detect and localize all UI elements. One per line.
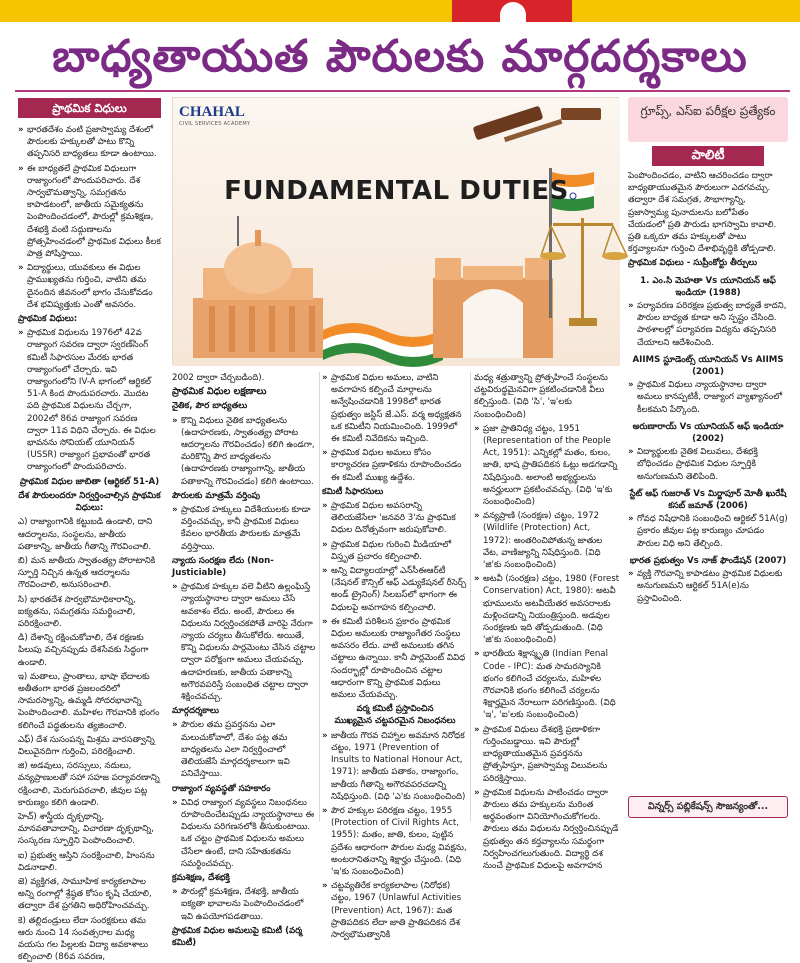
- left-column: [18, 124, 161, 963]
- left-intro-2: » ఈ బాధ్యతలే ప్రాథమిక విధులుగా రాజ్యాంగంలో పొందుపరిచారు. దేశ సార్వభౌమత్వాన్ని, సమగ్రతను కాపాడటంలో, జాతీయ సమైక్యతను పెంపొందించడంలో, పౌరుల్లో క్రమశిక్షణ, దేశభక్తి వంటి సద్గుణాలను ప్రోత్సహించడంలో ప్రాథమిక విధులు కీలక పాత్ర పోషిస్తాయి.: [18, 163, 161, 261]
- right-intro: పెంపొందించడం, వాటిని ఆచరించడం ద్వారా బాధ్యతాయుతమైన పౌరులుగా ఎదగవచ్చు. తద్వారా దేశ సమగ్రత, సౌభాగ్యాన్ని, ప్రజాస్వామ్య పునాదులను బలోపేతం చేయడంలో ప్రతి పౌరుడు భాగస్వామి కావాలి. ప్రతి ఒక్కరూ తమ హక్కులతో పాటు కర్తవ్యాలనూ గుర్తించి దేశాభివృద్ధికి తోడ్పడాలి.: [628, 171, 777, 255]
- duty-item-k: కె) తల్లిదండ్రులు లేదా సంరక్షకులు తమ ఆరు నుంచి 14 సంవత్సరాల మధ్య వయసు గల పిల్లలకు విద్యా అవకాశాలు కల్పించాలి (86వ సవరణ,: [18, 915, 149, 963]
- mid1-para-3: » ప్రాథమిక హక్కుల వలె వీటిని ఉల్లంఘిస్తే న్యాయస్థానాల ద్వారా అమలు చేసే అవకాశం లేదు. అంటే, పౌరులు ఈ విధులను నిర్వర్తించకపోతే వారిపై నేరుగా న్యాయ చర్యలు తీసుకోలేరు. అయితే, కొన్ని విధులను పార్లమెంటు చేసిన చట్టాల ద్వారా పరోక్షంగా అమలు చేయవచ్చు. ఉదాహరణకు, జాతీయ పతాకాన్ని అగౌరవపరిస్తే సంబంధిత చట్టాల ద్వారా శిక్షించవచ్చు.: [172, 581, 318, 703]
- mid2-para-6: » ఈ కమిటీ పరిశీలన ప్రకారం ప్రాథమిక విధుల అమలుకు రాజ్యాంగేతర సంస్థలు అవసరం లేదు. వాటి అమలుకు తగిన చట్టాలు ఉన్నాయి. కానీ పార్లమెంట్‌ వివిధ సందర్భాల్లో రూపొందించిన చట్టాల ఆధారంగా కొన్ని ప్రాథమిక విధులు అమలు చేయవచ్చు.: [322, 616, 468, 701]
- case-text: » ప్రాథమిక విధులు న్యాయస్థానాల ద్వారా అమలు కానప్పటికీ, రాజ్యాంగ వ్యాఖ్యానంలో కీలకమని పేర్కొంది.: [628, 379, 788, 416]
- headline-rule: [15, 90, 790, 92]
- right-column: [628, 170, 788, 790]
- mid1-sub-6: క్రమశిక్షణ, దేశభక్తి: [172, 872, 230, 883]
- left-intro-1: » భారతదేశం వంటి ప్రజాస్వామ్య దేశంలో పౌరులకు హక్కులతో పాటు కొన్ని తప్పనిసరి బాధ్యతలు కూడా ఉంటాయి.: [18, 124, 161, 161]
- middle-column-2: [322, 372, 468, 940]
- mid3-para-1: మధ్య శత్రుత్వాన్ని ప్రోత్సహించే సంస్థలను చట్టవిరుద్ధమైనవిగా ప్రకటించడానికి వీలు కల్పిస్తుంది. (విధి 'సి', 'ఇ'లకు సంబంధించింది): [474, 373, 608, 420]
- left-subhead-1: ప్రాథమిక విధులు:: [18, 314, 78, 325]
- top-color-strip: [0, 0, 800, 22]
- mid1-heading: ప్రాథమిక విధుల లక్షణాలు: [172, 386, 267, 398]
- mid1-sub-3: న్యాయ సంరక్షణ లేదు (Non-Justiciable): [172, 555, 274, 579]
- mid2-para-2: » ప్రాథమిక విధుల అమలు కోసం కార్యాచరణ ప్రణాళికను రూపొందించడం ఈ కమిటీ ముఖ్య ఉద్దేశం.: [322, 447, 468, 484]
- duty-item-c: సి) భారతదేశ సార్వభౌమాధికారాన్ని, ఐక్యతను, సమగ్రతను సమర్థించాలి, పరిరక్షించాలి.: [18, 594, 136, 629]
- exam-special-box: గ్రూప్స్, ఎస్‌ఐ పరీక్షల ప్రత్యేకం: [628, 97, 788, 142]
- column-divider: [319, 372, 320, 822]
- mid1-para-2: » ప్రాథమిక హక్కులు విదేశీయులకు కూడా వర్తించవచ్చు, కానీ ప్రాథమిక విధులు కేవలం భారతీయ పౌరులకు మాత్రమే వర్తిస్తాయి.: [172, 504, 318, 553]
- poster-logo-sub: CIVIL SERVICES ACADEMY: [179, 121, 251, 127]
- mid2-sub-1: కమిటీ సిఫారసులు: [322, 486, 384, 497]
- mid3-para-3: » వన్యప్రాణి (సంరక్షణ) చట్టం, 1972 (Wildlife (Protection) Act, 1972): అంతరించిపోతున్న జాతుల వేట, వాణిజ్యాన్ని నిషేధిస్తుంది. (విధి 'జి'కు సంబంధించింది): [474, 510, 620, 571]
- duty-item-e: ఇ) మతాలు, ప్రాంతాలు, భాషా భేదాలకు అతీతంగా భారత ప్రజలందరిలో సామరస్యాన్ని, ఉమ్మడి సోదరభావాన్ని పెంపొందించాలి. మహిళల గౌరవానికి భంగం కలిగించే పద్ధతులను త్యజించాలి.: [18, 671, 160, 731]
- column-divider: [470, 372, 471, 822]
- left-intro-3: » విద్యార్థులు, యువకులు ఈ విధుల ప్రాముఖ్యతను గుర్తించి, వాటిని తమ దైనందిన జీవనంలో భాగం చేసుకోవడం దేశ భవిష్యత్తుకు ఎంతో అవసరం.: [18, 262, 161, 311]
- middle-column-3: [474, 372, 620, 871]
- left-section-title: ప్రాథమిక విధులు: [18, 98, 161, 118]
- left-subhead-3: దేశ పౌరులందరూ నిర్వర్తించాల్సిన ప్రాథమిక విధులు:: [18, 490, 161, 514]
- case-text: » పర్యావరణ పరిరక్షణ ప్రభుత్వ బాధ్యతే కాదని, పౌరుల బాధ్యత కూడా అని స్పష్టం చేసింది. పాఠశాలల్లో పర్యావరణ విద్యను తప్పనిసరి చేయాలని ఆదేశించింది.: [628, 300, 788, 349]
- mid1-para-1: » కొన్ని విధులు నైతిక బాధ్యతలను (ఉదాహరణకు, స్వాతంత్య్ర పోరాట ఆదర్శాలను గౌరవించడం) కలిగి ఉండగా, మరికొన్ని పౌర బాధ్యతలను (ఉదాహరణకు రాజ్యాంగాన్ని, జాతీయ పతాకాన్ని గౌరవించడం) కలిగి ఉంటాయి.: [172, 415, 318, 488]
- case-text: » విద్యార్థులకు నైతిక విలువలు, దేశభక్తి బోధించడం ప్రాథమిక విధుల స్ఫూర్తికి అనుగుణమని తెలిపింది.: [628, 446, 788, 483]
- mid2-para-5: » అన్ని విద్యాలయాల్లో ఎన్‌సీఈఆర్‌టీ (నేషనల్ కౌన్సిల్ ఆఫ్ ఎడ్యుకేషనల్ రీసెర్చ్ అండ్ ట్రైనింగ్) సిలబస్‌లో భాగంగా ఈ విధులపై అవగాహన కల్పించాలి.: [322, 565, 468, 614]
- duty-item-i: ఐ) ప్రభుత్వ ఆస్తిని సంరక్షించాలి, హింసను విడనాడాలి.: [18, 850, 155, 873]
- mid2-para-1: » ప్రాథమిక విధుల అమలు, వాటిని అవగాహన కల్పించే మార్గాలను అన్వేషించడానికి 1998లో భారత ప్రభుత్వం జస్టిస్ జే.ఎస్. వర్మ అధ్యక్షతన ఒక కమిటీని నియమించింది. 1999లో ఈ కమిటీ నివేదికను ఇచ్చింది.: [322, 372, 468, 445]
- mid2-para-8: » పౌర హక్కుల పరిరక్షణ చట్టం, 1955 (Protection of Civil Rights Act, 1955): మతం, జాతి, కులం, పుట్టిన ప్రదేశం ఆధారంగా పౌరుల మధ్య వివక్షను, అంటరానితనాన్ని శిక్షార్హం చేస్తుంది. (విధి 'ఇ'కు సంబంధించింది): [322, 805, 468, 878]
- duty-item-h: హెచ్) శాస్త్రీయ దృక్పథాన్ని, మానవతావాదాన్ని, విచారణా దృక్పథాన్ని, సంస్కరణ స్ఫూర్తిని పెంపొందించాలి.: [18, 811, 154, 847]
- mid2-sub-2: వర్మ కమిటీ ప్రస్తావించిన: [356, 704, 434, 715]
- duty-item-j: జె) వ్యక్తిగత, సామూహిక కార్యకలాపాల అన్ని రంగాల్లో శ్రేష్ఠత కోసం కృషి చేయాలి, తద్వారా దేశ ప్రగతిని అధిరోహించవచ్చు.: [18, 876, 152, 912]
- right-heading: ప్రాథమిక విధులు - సుప్రీంకోర్టు తీర్పులు: [628, 258, 758, 269]
- mid2-sub-3: ముఖ్యమైన చట్టపరమైన నిబంధనలు: [334, 716, 456, 727]
- duty-item-b: బి) మన జాతీయ స్వాతంత్య్ర పోరాటానికి స్ఫూర్తి నిచ్చిన ఉన్నత ఆదర్శాలను గౌరవించాలి, అనుసరించాలి.: [18, 555, 156, 591]
- case-text: » గోవధ నిషేధానికి సంబంధించి ఆర్టికల్ 51A(g) ప్రకారం జీవుల పట్ల కారుణ్యం చూపడం పౌరుల విధి అని తేల్చింది.: [628, 513, 788, 550]
- middle-column-1: [172, 372, 318, 948]
- mid3-para-7: » ప్రాథమిక విధులను పాటించడం ద్వారా పౌరులు తమ హక్కులను మరింత అర్థవంతంగా వినియోగించుకోగలరు. పౌరులు తమ విధులను నిర్వర్తించినప్పుడే ప్రభుత్వం తన కర్తవ్యాలను సమర్థంగా నిర్వహించగలుగుతుంది. విద్యార్థి దశ నుంచే ప్రాథమిక విధులపై అవగాహన: [474, 787, 620, 872]
- left-subhead-2: ప్రాథమిక విధుల జాబితా (ఆర్టికల్ 51-A): [19, 476, 160, 487]
- poster-title: FUNDAMENTAL DUTIES: [224, 176, 569, 206]
- mid1-sub-7: ప్రాథమిక విధుల అమలుపై కమిటీ (వర్మ కమిటీ): [172, 925, 303, 948]
- mid2-para-3: » ప్రాథమిక విధుల అవసరాన్ని తెలియజేసేలా 'జనవరి 3'ను ప్రాథమిక విధుల దినోత్సవంగా జరుపుకోవాలి.: [322, 500, 468, 537]
- masthead-badge: [500, 2, 526, 22]
- mid1-sub-5: రాజ్యాంగ వ్యవస్థతో సహకారం: [172, 783, 271, 794]
- duty-item-f: ఎఫ్) దేశ సుసంపన్న మిశ్రమ వారసత్వాన్ని విలువైనదిగా గుర్తించి, పరిరక్షించాలి.: [18, 734, 155, 757]
- mid3-para-6: » ప్రాథమిక విధులు దేశభక్తి ప్రణాళికగా గుర్తించబడ్డాయి. ఇవి పౌరుల్లో బాధ్యతాయుతమైన ప్రవర్తనను ప్రోత్సహిస్తూ, ప్రజాస్వామ్య విలువలను పరిరక్షిస్తాయి.: [474, 724, 620, 785]
- case-title: భారత ప్రభుత్వం Vs నాజ్ ఫౌండేషన్ (2007): [629, 555, 787, 566]
- case-title: అరుణారాయ్ Vs యూనియన్ ఆఫ్ ఇండియా (2002): [632, 421, 784, 445]
- mid1-sub-2: పౌరులకు మాత్రమే వర్తింపు: [172, 490, 261, 501]
- mid1-para-4: » పౌరుల తమ ప్రవర్తనను ఎలా మలుచుకోవాలో, దేశం పట్ల తమ బాధ్యతలను ఎలా నిర్వర్తించాలో తెలియజేసే మార్గదర్శకాలుగా ఇవి పనిచేస్తాయి.: [172, 719, 318, 780]
- poster-logo-text: CHAHAL: [179, 104, 245, 120]
- duty-item-a: ఎ) రాజ్యాంగానికి కట్టుబడి ఉండాలి, దాని ఆదర్శాలను, సంస్థలను, జాతీయ పతాకాన్ని, జాతీయ గీతాన్ని గౌరవించాలి.: [18, 517, 153, 552]
- mid1-sub-1: నైతిక, పౌర బాధ్యతలు: [172, 401, 248, 412]
- polity-tag: పాలిటీ: [652, 146, 764, 166]
- page-headline: బాధ్యతాయుత పౌరులకు మార్గదర్శకాలు: [52, 31, 748, 82]
- mid2-para-7: » జాతీయ గౌరవ చిహ్నాల అవమాన నిరోధక చట్టం, 1971 (Prevention of Insults to National Honour Act, 1971): జాతీయ పతాకం, రాజ్యాంగం, జాతీయ గీతాన్ని అగౌరవపరచడాన్ని నిషేధిస్తుంది. (విధి 'ఎ'కు సంబంధించింది): [322, 730, 468, 803]
- mid3-para-4: » అటవీ (సంరక్షణ) చట్టం, 1980 (Forest Conservation) Act, 1980): అటవీ భూములను అటవీయేతర అవసరాలకు మళ్లించడాన్ని నియంత్రిస్తుంది. అడవుల సంరక్షణకు ఇది తోడ్పడుతుంది. (విధి 'జి'కు సంబంధించింది): [474, 573, 620, 646]
- mid2-para-4: » ప్రాథమిక విధుల గురించి మీడియాలో విస్తృత ప్రచారం కల్పించాలి.: [322, 539, 468, 563]
- left-para-2: » ప్రాథమిక విధులను 1976లో 42వ రాజ్యాంగ సవరణ ద్వారా స్వరణ్‌సింగ్ కమిటీ సిఫారసుల మేరకు భారత రాజ్యాంగంలో చేర్చారు. ఇవి రాజ్యాంగంలోని IV-A భాగంలో ఆర్టికల్ 51-A కింద పొందుపరచారు. మొదట పది ప్రాథమిక విధులను చేర్చగా, 2002లో 86వ రాజ్యాంగ సవరణ ద్వారా 11వ విధిని చేర్చారు. ఈ విధుల భావనను సోవియట్ యూనియన్ (USSR) రాజ్యాంగ ప్రభావంతో భారత రాజ్యాంగంలో పొందుపరిచారు.: [18, 327, 161, 473]
- duty-item-g: జి) అడవులు, సరస్సులు, నదులు, వన్యప్రాణులతో సహా సహజ పర్యావరణాన్ని రక్షించాలి, మెరుగుపరచాలి, జీవుల పట్ల కారుణ్యం కలిగి ఉండాలి.: [18, 761, 160, 808]
- mid3-para-5: » భారతీయ శిక్షాస్మృతి (Indian Penal Code - IPC): మత సామరస్యానికి భంగం కలిగించే చర్యలను, మహిళల గౌరవానికి భంగం కలిగించే చర్యలను శిక్షార్హమైన నేరాలుగా పరిగణిస్తుంది. (విధి 'ఇ', 'ఐ'లకు సంబంధించింది): [474, 648, 620, 721]
- mid1-para-6: » పౌరుల్లో క్రమశిక్షణ, దేశభక్తి, జాతీయ ఐక్యతా భావాలను పెంపొందించడంలో ఇవి ఉపయోగపడతాయి.: [172, 886, 318, 923]
- mid3-para-2: » ప్రజా ప్రాతినిధ్య చట్టం, 1951 (Representation of the People Act, 1951): ఎన్నికల్లో మతం, కులం, జాతి, భాష ప్రాతిపదికన ఓట్లు అడగడాన్ని నిషేధిస్తుంది. అలాంటి అభ్యర్థులను అనర్హులుగా ప్రకటించవచ్చు. (విధి 'ఇ'కు సంబంధించింది): [474, 423, 620, 508]
- credit-footer: విన్నర్స్ పబ్లికేషన్స్ సౌజన్యంతో...: [628, 796, 788, 818]
- duty-item-d: డి) దేశాన్ని రక్షించుకోవాలి, దేశ రక్షణకు పిలుపు వచ్చినప్పుడు దేశసేవకు సిద్ధంగా ఉండాలి.: [18, 633, 149, 668]
- mid1-sub-4: మార్గదర్శకాలు: [172, 706, 219, 717]
- case-title: 1. ఎం.సి మెహతా Vs యూనియన్ ఆఫ్ ఇండియా (1988): [640, 275, 776, 298]
- poster-logo: [179, 104, 250, 127]
- poster-illustration: [173, 98, 620, 366]
- mid2-para-9: » చట్టవ్యతిరేక కార్యకలాపాల (నిరోధక) చట్టం, 1967 (Unlawful Activities (Prevention) Act, 1967): మత ప్రాతిపదికన లేదా జాతి ప్రాతిపదికన దేశ సార్వభౌమత్వానికి: [322, 880, 468, 941]
- case-title: స్టేట్ ఆఫ్ గుజరాత్ Vs మిర్జాపూర్ మోతీ ఖురేషీ కసబ్ జమాత్ (2006): [629, 488, 787, 512]
- mid1-para-5: » వివిధ రాజ్యాంగ వ్యవస్థలు నిబంధనలు రూపొందించేటప్పుడు న్యాయస్థానాలు ఈ విధులను పరిగణనలోకి తీసుకుంటాయి. ఒక చట్టం ప్రాథమిక విధులను అమలు చేసేలా ఉంటే, దాని సహేతుకతను సమర్థించవచ్చు.: [172, 797, 318, 870]
- mid1-lead: 2002 ద్వారా చేర్చబడింది).: [172, 373, 265, 383]
- fundamental-duties-poster: [172, 97, 619, 365]
- case-title: AIIMS స్టూడెంట్స్ యూనియన్ Vs AIIMS (2001): [632, 354, 784, 378]
- case-text: » వ్యక్తి గౌరవాన్ని కాపాడటం ప్రాథమిక విధులకు అనుగుణమని ఆర్టికల్ 51A(e)ను ప్రస్తావించింది.: [628, 568, 788, 605]
